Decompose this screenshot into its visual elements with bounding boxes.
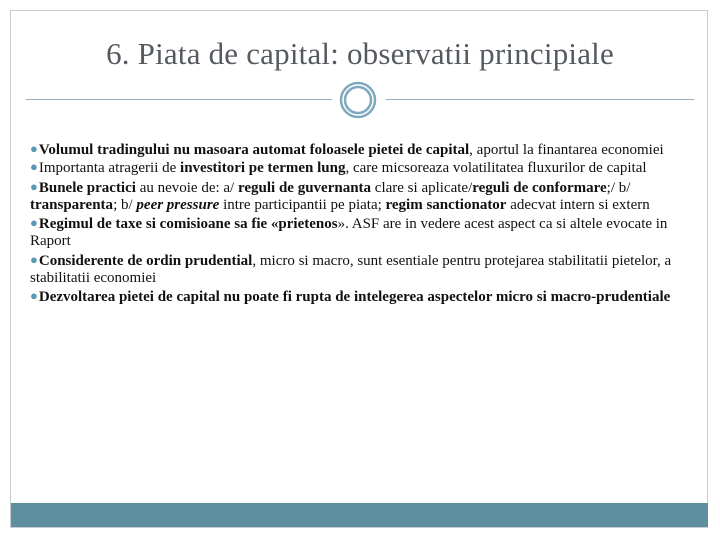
bullet-dot-icon: ●	[30, 215, 38, 231]
bullet-item	[30, 179, 696, 214]
title-divider-right	[386, 99, 694, 100]
bullet-text-segment: investitori pe termen lung	[180, 160, 346, 177]
circle-ornament-icon	[336, 80, 380, 120]
bullet-item	[30, 252, 696, 287]
bullet-text-segment: regim sanctionator	[385, 196, 507, 213]
bullet-dot-icon: ●	[30, 178, 38, 194]
bullet-text-segment: Dezvoltarea pietei de capital nu poate fi rupta de intelegerea aspectelor micro si macro-prudentiale	[38, 288, 671, 305]
bullet-text-segment: transparenta	[30, 196, 114, 213]
bullet-text-segment: clare si aplicate/	[371, 179, 473, 196]
bullet-text-segment: au nevoie de: a/	[135, 179, 238, 196]
bullet-dot-icon: ●	[30, 287, 38, 303]
bullet-text-segment: , micro si macro, sunt esentiale pentru protejarea stabilitatii pietelor, a stabilitatii economiei	[30, 252, 672, 286]
bullet-item	[30, 215, 696, 250]
bullet-text-segment: , aportul la finantarea economiei	[469, 142, 664, 158]
bullet-text-segment: reguli de guvernanta	[237, 179, 372, 196]
bullet-text-segment: ;/ b/	[606, 179, 631, 196]
bullet-text-segment: Bunele practici	[38, 179, 136, 196]
bullet-text-segment: reguli de conformare	[472, 179, 607, 196]
bullet-text-segment: Importanta atragerii de	[38, 160, 181, 177]
bullet-text-segment: Volumul tradingului nu masoara automat foloasele pietei de capital	[38, 142, 470, 158]
bullet-text-segment: ». ASF are in vedere acest aspect ca si altele evocate in Raport	[30, 216, 668, 250]
bullet-list	[30, 142, 696, 307]
bullet-text-segment: Regimul de taxe si comisioane sa fie «prietenos	[38, 216, 338, 233]
footer-bar	[11, 503, 708, 527]
bullet-dot-icon: ●	[30, 159, 38, 175]
bullet-item	[30, 142, 696, 158]
bullet-dot-icon: ●	[30, 251, 38, 267]
bullet-text-segment: peer pressure	[136, 196, 220, 213]
bullet-item	[30, 288, 696, 306]
bullet-item	[30, 159, 696, 177]
bullet-text-segment: ; b/	[113, 196, 137, 213]
bullet-text-segment: adecvat intern si extern	[506, 196, 650, 213]
bullet-text-segment: Considerente de ordin prudential	[38, 252, 253, 269]
bullet-dot-icon: ●	[30, 141, 38, 156]
bullet-text-segment: , care micsoreaza volatilitatea fluxurilor de capital	[345, 160, 647, 177]
title-divider-left	[26, 99, 332, 100]
bullet-text-segment: intre participantii pe piata;	[219, 196, 386, 213]
slide-title: 6. Piata de capital: observatii principiale	[106, 36, 614, 71]
